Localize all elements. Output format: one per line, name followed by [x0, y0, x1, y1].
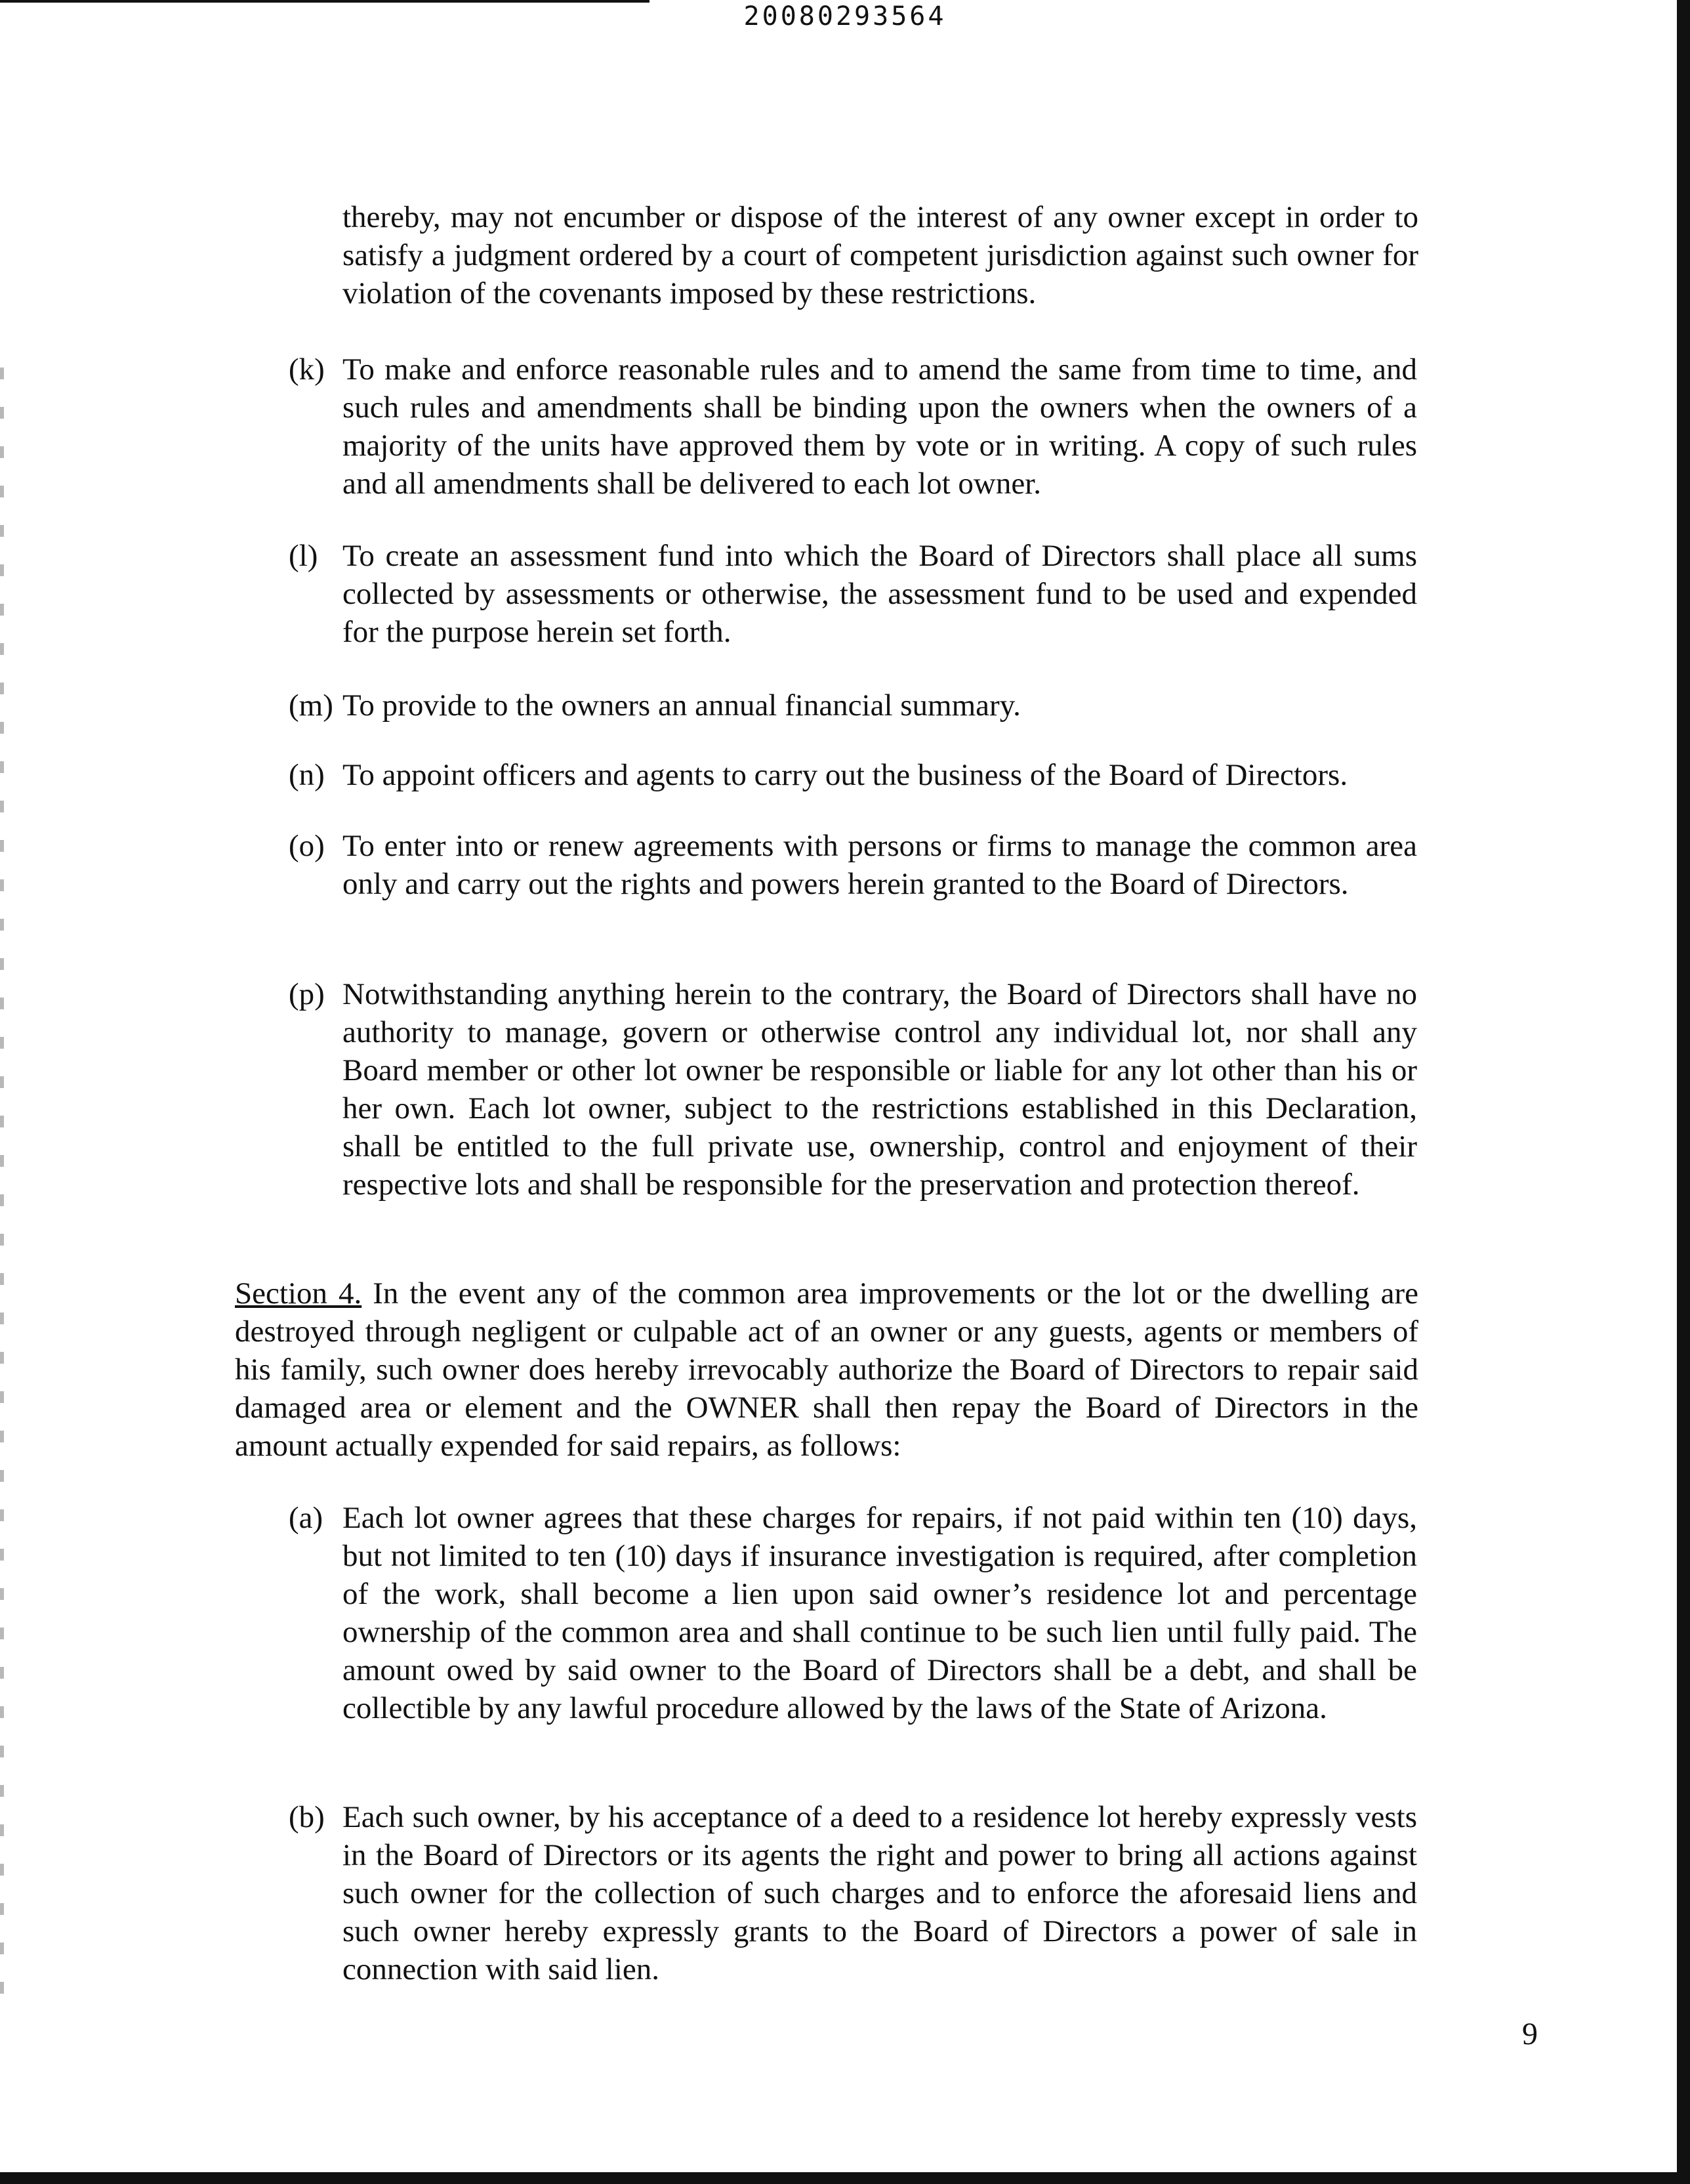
item-text: To enter into or renew agreements with persons or firms to manage the common area only and carry out the rights and powers herein granted to the Board of Directors.	[342, 829, 1417, 901]
continued-paragraph: thereby, may not encumber or dispose of the interest of any owner except in order to satisfy a judgment ordered by a court of competent jurisdiction against such owner for violation of the covenants imposed by these restrictions.	[342, 200, 1418, 310]
section-4-paragraph	[235, 1274, 1418, 1465]
item-label: (p)	[289, 977, 325, 1011]
list-item-k	[289, 350, 1417, 503]
list-item-o	[289, 827, 1417, 903]
item-label: (o)	[289, 829, 325, 863]
item-label: (n)	[289, 758, 325, 792]
section-text: In the event any of the common area improvements or the lot or the dwelling are destroyed through negligent or culpable act of an owner or any guests, agents or members of his family, such owner does hereby irrevocably authorize the Board of Directors to repair said damaged area or element and the OWNER shall then repay the Board of Directors in the amount actually expended for said repairs, as follows:	[235, 1276, 1419, 1463]
item-text: To create an assessment fund into which the Board of Directors shall place all sums collected by assessments or otherwise, the assessment fund to be used and expended for the purpose herein set forth.	[342, 539, 1417, 649]
list-item-l	[289, 537, 1417, 651]
item-label: (l)	[289, 539, 318, 573]
bottom-scan-border	[0, 2172, 1690, 2184]
list-item-n	[289, 756, 1417, 794]
item-label: (k)	[289, 352, 325, 387]
left-edge-marks	[0, 368, 4, 1995]
list-item-p	[289, 975, 1417, 1204]
item-label: (a)	[289, 1501, 323, 1535]
item-text: Each lot owner agrees that these charges for repairs, if not paid within ten (10) days, but not limited to ten (10) days if insurance investigation is required, after completion of the work, shall become a lien upon said owner’s residence lot and percentage ownership of the common area and shall continue to be such lien until fully paid. The amount owed by said owner to the Board of Directors shall be a debt, and shall be collectible by any lawful procedure allowed by the laws of the State of Arizona.	[342, 1501, 1417, 1725]
item-text: Each such owner, by his acceptance of a deed to a residence lot hereby expressly vests in the Board of Directors or its agents the right and power to bring all actions against such owner for the collection of such charges and to enforce the aforesaid liens and such owner hereby expressly grants to the Board of Directors a power of sale in connection with said lien.	[342, 1800, 1417, 1986]
list-item-b	[289, 1798, 1417, 1988]
item-text: To make and enforce reasonable rules and to amend the same from time to time, and such rules and amendments shall be binding upon the owners when the owners of a majority of the units have approved them by vote or in writing. A copy of such rules and all amendments shall be delivered to each lot owner.	[342, 352, 1417, 501]
item-text: To provide to the owners an annual financial summary.	[342, 688, 1021, 723]
item-text: Notwithstanding anything herein to the contrary, the Board of Directors shall have no authority to manage, govern or otherwise control any individual lot, nor shall any Board member or other lot owner be responsible or liable for any lot other than his or her own. Each lot owner, subject to the restrictions established in this Declaration, shall be entitled to the full private use, ownership, control and enjoyment of their respective lots and shall be responsible for the preservation and protection thereof.	[342, 977, 1417, 1202]
list-item-a	[289, 1499, 1417, 1727]
item-label: (m)	[289, 688, 333, 723]
page-number: 9	[1522, 2017, 1538, 2051]
item-text: To appoint officers and agents to carry out the business of the Board of Directors.	[342, 758, 1348, 792]
section-heading: Section 4.	[235, 1276, 362, 1311]
right-scan-border	[1677, 0, 1690, 2184]
list-item-m	[289, 686, 1417, 724]
document-number: 20080293564	[743, 1, 947, 32]
item-label: (b)	[289, 1800, 325, 1834]
